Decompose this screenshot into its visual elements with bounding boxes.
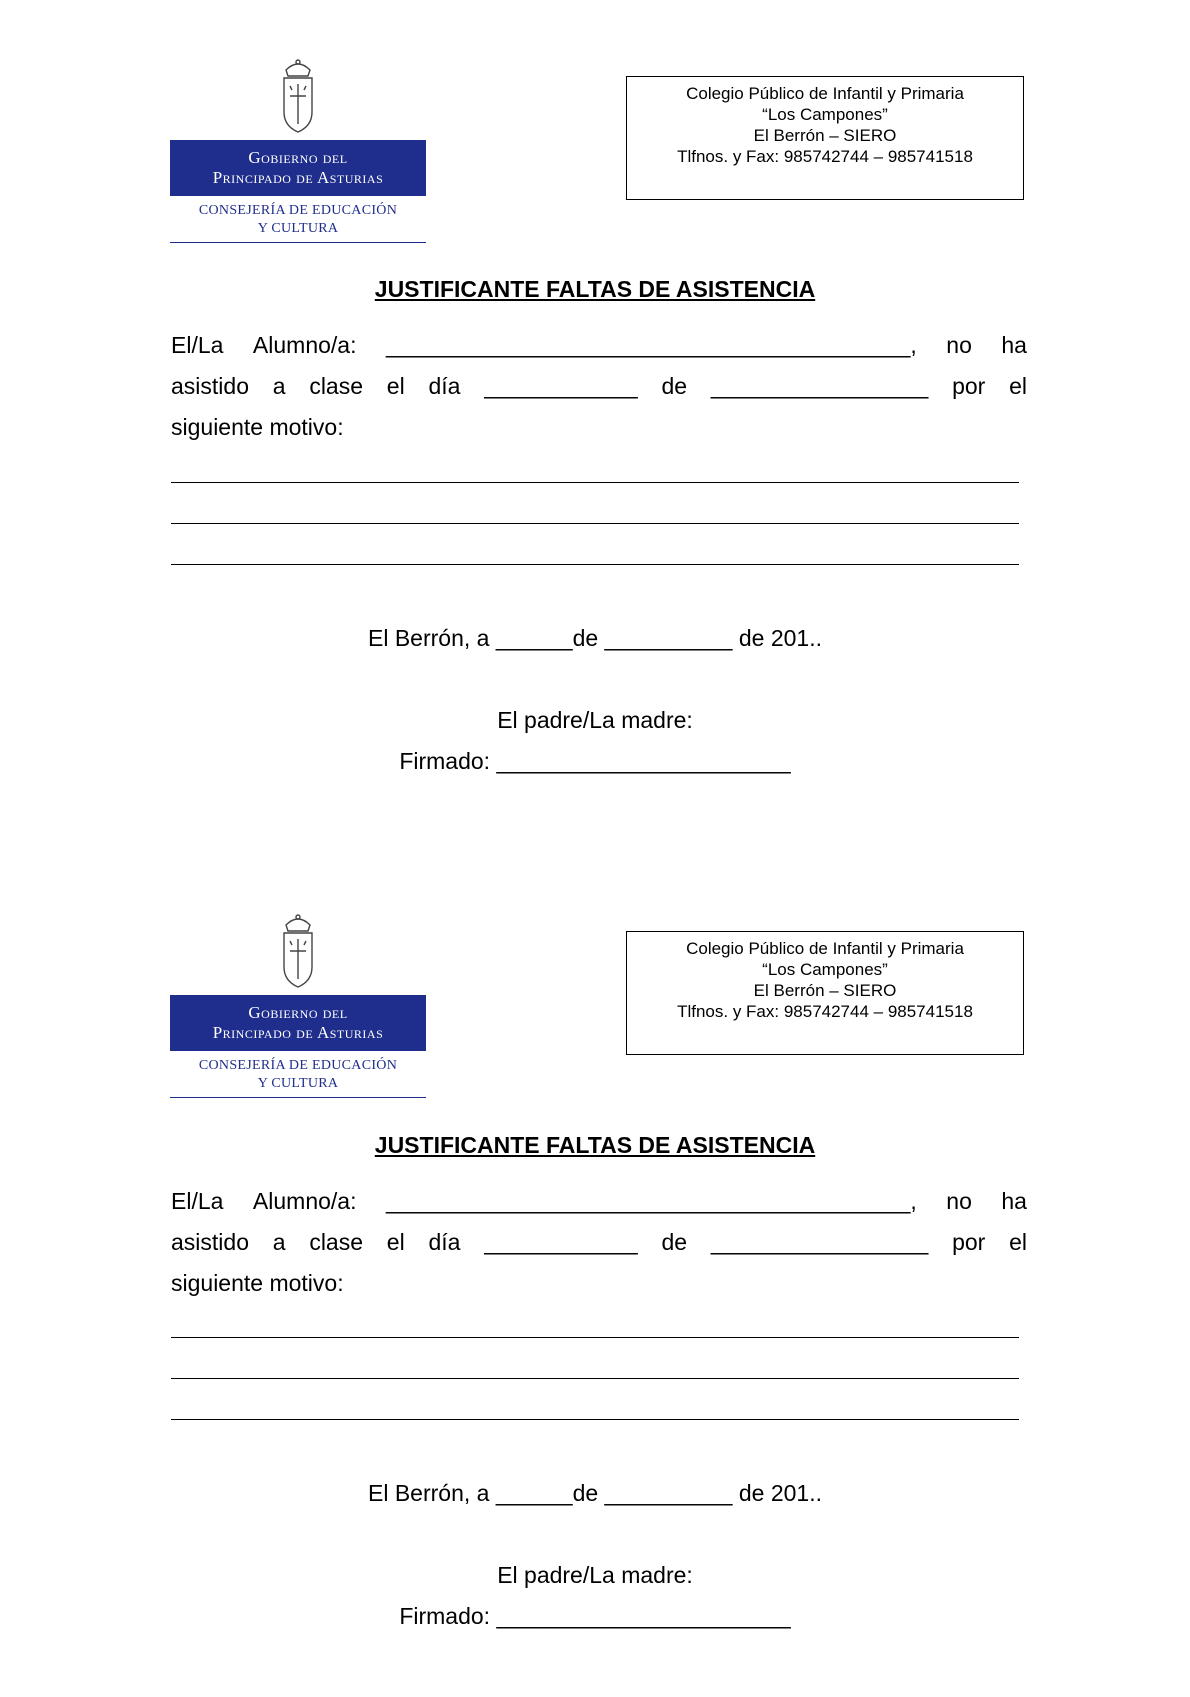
gov-name-line-1: Gobierno del: [248, 1003, 348, 1022]
government-logo: [170, 56, 426, 243]
text-word: día: [428, 373, 461, 399]
text-word: el: [386, 1229, 405, 1255]
reason-blank-line[interactable]: [171, 1337, 1019, 1338]
text-word: el: [386, 373, 405, 399]
text-word: de: [661, 1229, 688, 1255]
place-date-line[interactable]: El Berrón, a ______de __________ de 201..: [368, 1480, 822, 1506]
gov-name-line-1: Gobierno del: [248, 148, 348, 167]
student-label: Alumno/a:: [252, 332, 357, 358]
text-word: asistido: [171, 373, 249, 399]
month-blank[interactable]: _________________: [710, 373, 929, 399]
school-info-box: [626, 931, 1024, 1055]
text-word: clase: [309, 1229, 364, 1255]
text-word: el: [1009, 1229, 1027, 1255]
gov-name-line-2: Principado de Asturias: [212, 168, 384, 187]
reason-blank-line[interactable]: [171, 482, 1019, 483]
absence-date-line: [171, 373, 1027, 400]
parent-label: El padre/La madre:: [497, 1562, 693, 1588]
government-name-band: [170, 140, 426, 196]
reason-blank-line[interactable]: [171, 1419, 1019, 1420]
text-word: a: [272, 1229, 286, 1255]
text-word: ha: [1001, 332, 1027, 358]
text-word: no: [946, 332, 972, 358]
reason-blank-line[interactable]: [171, 523, 1019, 524]
reason-blank-line[interactable]: [171, 564, 1019, 565]
school-info-box: [626, 76, 1024, 200]
reason-blank-line[interactable]: [171, 1378, 1019, 1379]
absence-form-1: [0, 0, 1190, 842]
month-blank[interactable]: _________________: [710, 1229, 929, 1255]
text-word: por: [952, 1229, 986, 1255]
department-line-2: Y CULTURA: [257, 1076, 339, 1091]
government-name-band: [170, 995, 426, 1051]
student-line: [171, 1188, 1027, 1215]
text-word: no: [946, 1188, 972, 1214]
department-name: [170, 1057, 426, 1093]
government-logo: [170, 911, 426, 1098]
department-line-1: CONSEJERÍA DE EDUCACIÓN: [198, 1058, 398, 1073]
gov-name-line-2: Principado de Asturias: [212, 1023, 384, 1042]
form-title: JUSTIFICANTE FALTAS DE ASISTENCIA: [374, 1132, 816, 1158]
reason-label: siguiente motivo:: [171, 1270, 344, 1296]
logo-divider: [170, 242, 426, 243]
school-name: Colegio Público de Infantil y Primaria: [686, 939, 964, 958]
text-word: día: [428, 1229, 461, 1255]
department-name: [170, 202, 426, 238]
school-subname: “Los Campones”: [762, 960, 888, 979]
department-line-2: Y CULTURA: [257, 221, 339, 236]
school-subname: “Los Campones”: [762, 105, 888, 124]
school-location: El Berrón – SIERO: [753, 981, 897, 1000]
coat-of-arms-icon: [270, 911, 326, 991]
absence-form-2: [0, 855, 1190, 1697]
day-blank[interactable]: ____________: [484, 1229, 638, 1255]
coat-of-arms-icon: [270, 56, 326, 136]
school-location: El Berrón – SIERO: [753, 126, 897, 145]
signature-line[interactable]: Firmado: _______________________: [399, 748, 791, 774]
signature-line[interactable]: Firmado: _______________________: [399, 1603, 791, 1629]
text-word: El/La: [171, 1188, 224, 1214]
student-name-blank[interactable]: _________________________________________,: [385, 1188, 917, 1214]
student-label: Alumno/a:: [252, 1188, 357, 1214]
text-word: asistido: [171, 1229, 249, 1255]
department-line-1: CONSEJERÍA DE EDUCACIÓN: [198, 203, 398, 218]
reason-label: siguiente motivo:: [171, 414, 344, 440]
text-word: de: [661, 373, 688, 399]
absence-date-line: [171, 1229, 1027, 1256]
student-line: [171, 332, 1027, 359]
text-word: ha: [1001, 1188, 1027, 1214]
student-name-blank[interactable]: _________________________________________,: [385, 332, 917, 358]
logo-divider: [170, 1097, 426, 1098]
day-blank[interactable]: ____________: [484, 373, 638, 399]
text-word: clase: [309, 373, 364, 399]
school-phone: Tlfnos. y Fax: 985742744 – 985741518: [677, 1002, 973, 1021]
text-word: El/La: [171, 332, 224, 358]
place-date-line[interactable]: El Berrón, a ______de __________ de 201..: [368, 625, 822, 651]
school-name: Colegio Público de Infantil y Primaria: [686, 84, 964, 103]
school-phone: Tlfnos. y Fax: 985742744 – 985741518: [677, 147, 973, 166]
text-word: el: [1009, 373, 1027, 399]
text-word: a: [272, 373, 286, 399]
form-title: JUSTIFICANTE FALTAS DE ASISTENCIA: [374, 276, 816, 302]
parent-label: El padre/La madre:: [497, 707, 693, 733]
text-word: por: [952, 373, 986, 399]
